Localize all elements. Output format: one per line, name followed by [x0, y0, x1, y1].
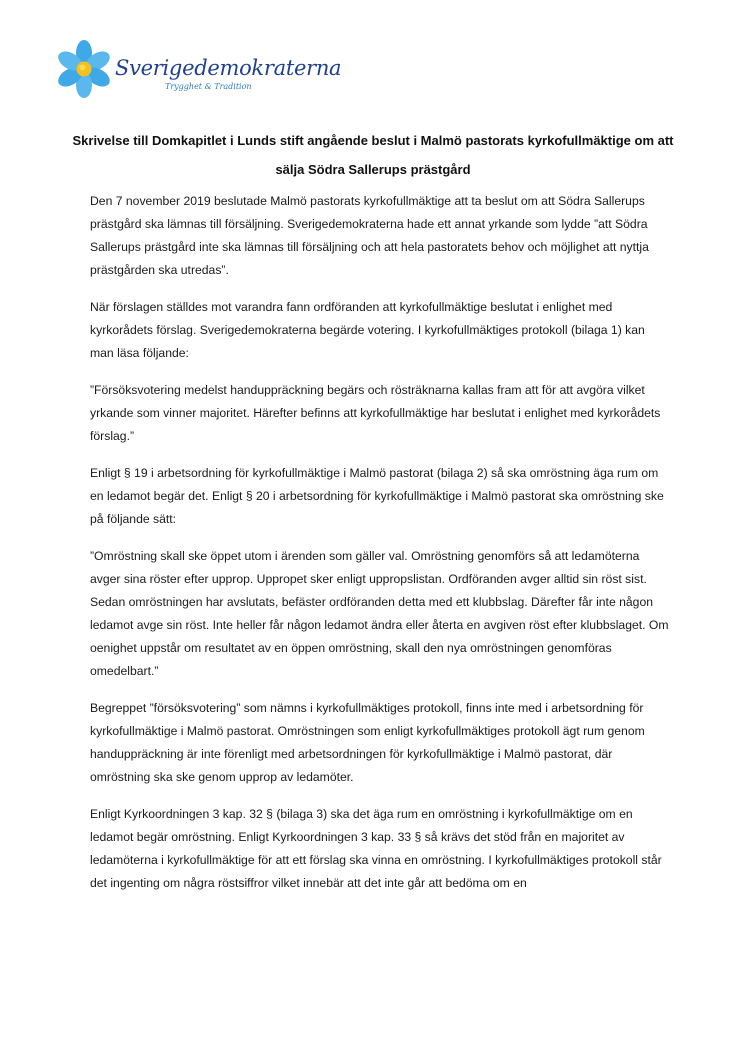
- flower-icon: [55, 38, 117, 100]
- logo-wordmark: Sverigedemokraterna: [115, 56, 342, 80]
- paragraph: Enligt § 19 i arbetsordning för kyrkofullmäktige i Malmö pastorat (bilaga 2) så ska omröstning äga rum om en ledamot begär det. Enligt § 20 i arbetsordning för kyrkofullmäktige i Malmö pastorat ska omröstning ske på följande sätt:: [90, 466, 664, 526]
- logo-tagline: Trygghet & Tradition: [165, 82, 252, 91]
- paragraph: Den 7 november 2019 beslutade Malmö pastorats kyrkofullmäktige att ta beslut om att Södra Sallerups prästgård ska lämnas till försäljning. Sverigedemokraterna hade ett annat yrkande som lydde ”att Södra Sallerups prästgård inte ska lämnas till försäljning och att hela pastoratets behov och möjlighet att nyttja prästgården ska utredas”.: [90, 194, 649, 277]
- document-body: [90, 190, 670, 909]
- paragraph: Enligt Kyrkoordningen 3 kap. 32 § (bilaga 3) ska det äga rum en omröstning i kyrkofullmäktige om en ledamot begär omröstning. Enligt Kyrkoordningen 3 kap. 33 § så krävs det stöd från en majoritet av ledamöterna i kyrkofullmäktige för att ett förslag ska vinna en omröstning. I kyrkofullmäktiges protokoll står det ingenting om några röstsiffror vilket innebär att det inte går att bedöma om en: [90, 807, 662, 890]
- quote-paragraph: ”Omröstning skall ske öppet utom i ärenden som gäller val. Omröstning genomförs så att ledamöterna avger sina röster efter upprop. Uppropet sker enligt uppropslistan. Ordföranden avger alltid sin röst sist. Sedan omröstningen har avslutats, befäster ordföranden detta med ett klubbslag. Därefter får inte någon ledamot avge sin röst. Inte heller får någon ledamot ändra eller återta en avgiven röst efter klubbslaget. Om oenighet uppstår om resultatet av en öppen omröstning, skall den nya omröstningen genomföras omedelbart.”: [90, 549, 669, 678]
- document-title: Skrivelse till Domkapitlet i Lunds stift angående beslut i Malmö pastorats kyrkofullmäktige om att sälja Södra Sallerups prästgård: [72, 133, 674, 177]
- paragraph: Begreppet ”försöksvotering” som nämns i kyrkofullmäktiges protokoll, finns inte med i arbetsordning för kyrkofullmäktige i Malmö pastorat. Omröstningen som enligt kyrkofullmäktiges protokoll ägt rum genom handuppräckning är inte förenligt med arbetsordningen för kyrkofullmäktige i Malmö pastorat, där omröstning ska ske genom upprop av ledamöter.: [90, 701, 645, 784]
- quote-paragraph: ”Försöksvotering medelst handuppräckning begärs och rösträknarna kallas fram att för att avgöra vilket yrkande som vinner majoritet. Härefter befinns att kyrkofullmäktige har beslutat i enlighet med kyrkorådets förslag.”: [90, 383, 661, 443]
- party-logo: [55, 36, 342, 104]
- paragraph: När förslagen ställdes mot varandra fann ordföranden att kyrkofullmäktige beslutat i enlighet med kyrkorådets förslag. Sverigedemokraterna begärde votering. I kyrkofullmäktiges protokoll (bilaga 1) kan man läsa följande:: [90, 300, 645, 360]
